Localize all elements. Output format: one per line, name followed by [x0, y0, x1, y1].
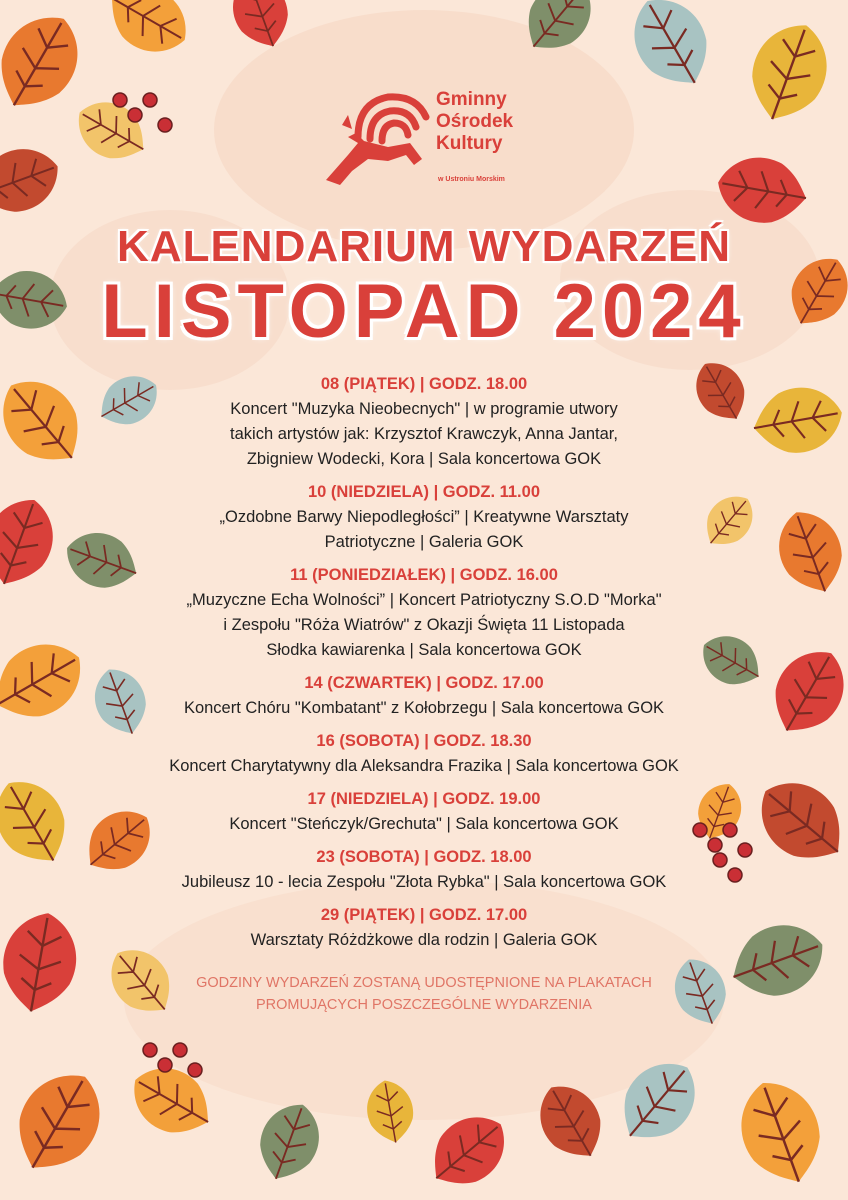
event-description: „Ozdobne Barwy Niepodległości” | Kreatywne Warsztaty Patriotyczne | Galeria GOK — [219, 508, 629, 551]
event-description: Koncert "Muzyka Nieobecnych" | w programie utwory takich artystów jak: Krzysztof Krawczyk, Anna Jantar, Zbigniew Wodecki, Kora | Sala koncertowa GOK — [230, 400, 618, 468]
event-description: Koncert Charytatywny dla Aleksandra Frazika | Sala koncertowa GOK — [169, 757, 679, 775]
event-item — [120, 671, 728, 721]
event-item — [120, 372, 728, 472]
event-description: Warsztaty Różdżkowe dla rodzin | Galeria GOK — [250, 931, 598, 949]
event-date: 14 (CZWARTEK) | GODZ. 17.00 — [304, 674, 544, 692]
logo-line-1: Gminny — [436, 89, 507, 110]
event-date: 23 (SOBOTA) | GODZ. 18.00 — [316, 848, 532, 866]
event-date: 08 (PIĄTEK) | GODZ. 18.00 — [320, 375, 528, 393]
logo-subtitle: w Ustroniu Morskim — [438, 176, 505, 183]
event-item — [120, 729, 728, 779]
event-item — [120, 787, 728, 837]
event-date: 10 (NIEDZIELA) | GODZ. 11.00 — [307, 483, 540, 501]
event-item — [120, 903, 728, 953]
event-date: 11 (PONIEDZIAŁEK) | GODZ. 16.00 — [290, 566, 558, 584]
event-date: 17 (NIEDZIELA) | GODZ. 19.00 — [307, 790, 541, 808]
event-date: 29 (PIĄTEK) | GODZ. 17.00 — [320, 906, 528, 924]
footer-note: GODZINY WYDARZEŃ ZOSTANĄ UDOSTĘPNIONE NA PLAKATACH PROMUJĄCYCH POSZCZEGÓLNE WYDARZENIA — [196, 975, 652, 1013]
event-description: Jubileusz 10 - lecia Zespołu "Złota Rybka" | Sala koncertowa GOK — [181, 873, 667, 891]
event-item — [120, 480, 728, 555]
logo-line-2: Ośrodek — [436, 111, 514, 132]
page-subtitle-month: LISTOPAD 2024 — [101, 269, 747, 354]
event-description: Koncert Chóru "Kombatant" z Kołobrzegu | Sala koncertowa GOK — [183, 699, 665, 717]
event-description: Koncert "Steńczyk/Grechuta" | Sala koncertowa GOK — [229, 815, 619, 833]
event-date: 16 (SOBOTA) | GODZ. 18.30 — [316, 732, 532, 750]
event-list — [120, 372, 728, 961]
page-title: KALENDARIUM WYDARZEŃ — [117, 222, 731, 271]
event-description: „Muzyczne Echa Wolności” | Koncert Patriotyczny S.O.D "Morka" i Zespołu "Róża Wiatrów" z Okazji Święta 11 Listopada Słodka kawiarenka | Sala koncertowa GOK — [186, 591, 662, 659]
event-item — [120, 845, 728, 895]
deer-waves-logo-icon — [318, 85, 433, 195]
gok-logo — [318, 85, 548, 195]
logo-line-3: Kultury — [436, 133, 503, 154]
event-item — [120, 563, 728, 663]
